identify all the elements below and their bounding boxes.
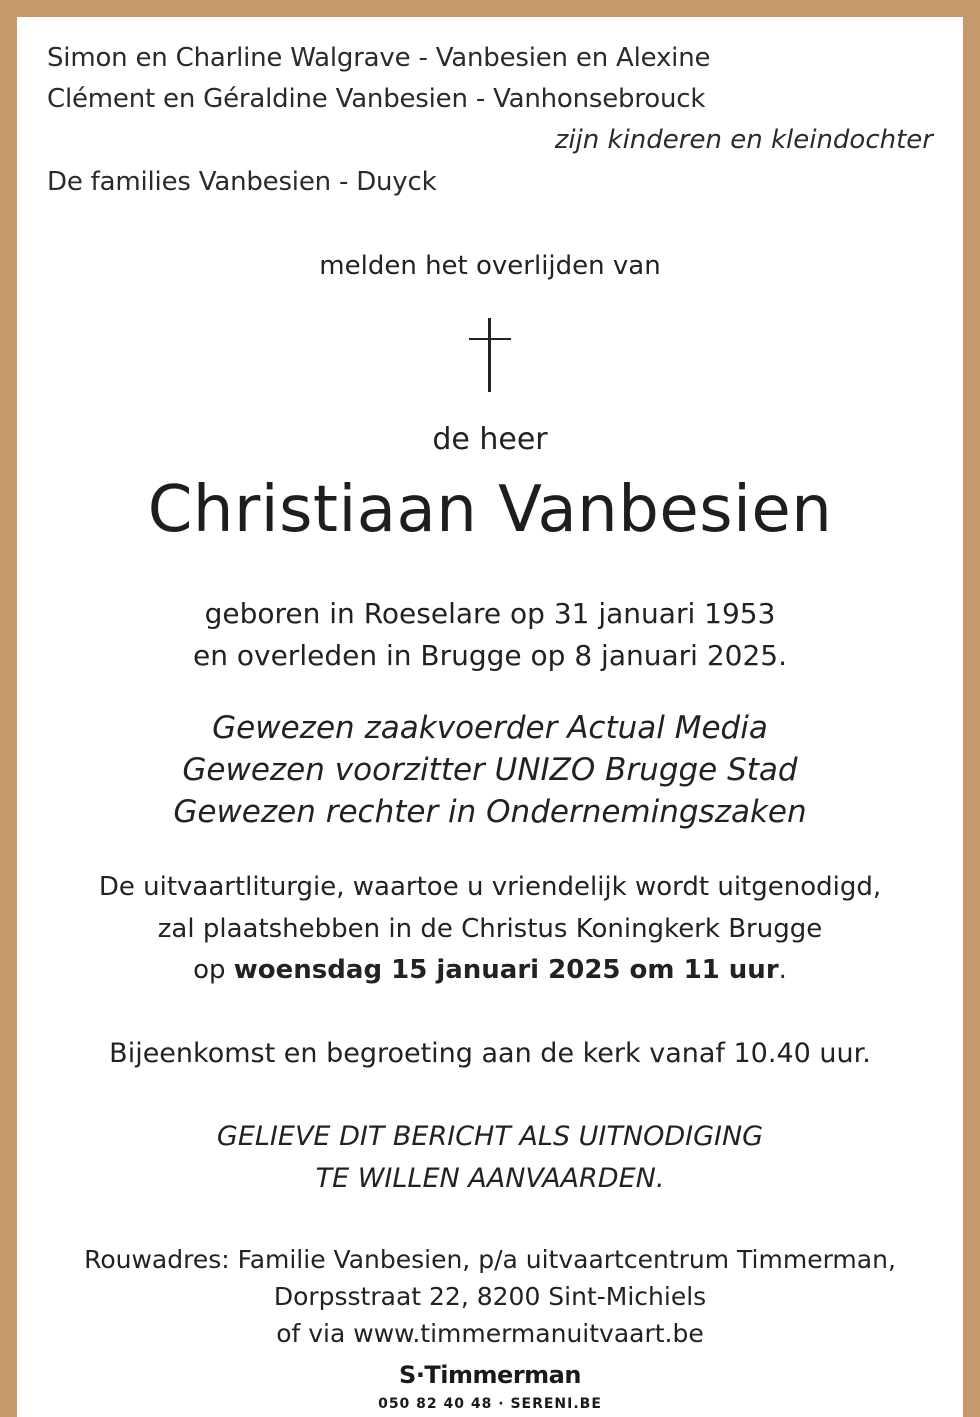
website-line[interactable]: of via www.timmermanuitvaart.be bbox=[276, 1319, 704, 1348]
deceased-name: Christiaan Vanbesien bbox=[147, 473, 833, 547]
funeral-suffix: . bbox=[778, 955, 787, 985]
birth-line: geboren in Roeselare op 31 januari 1953 bbox=[204, 597, 776, 630]
role-line: Gewezen voorzitter UNIZO Brugge Stad bbox=[182, 752, 798, 788]
honorific: de heer bbox=[432, 422, 548, 457]
funeral-line-2: zal plaatshebben in de Christus Koningkerk Brugge bbox=[157, 914, 823, 944]
footer-tab bbox=[277, 1390, 703, 1417]
role-line: Gewezen rechter in Ondernemingszaken bbox=[173, 794, 807, 830]
invitation-line-2: TE WILLEN AANVAARDEN. bbox=[315, 1163, 665, 1194]
address-line-2: Dorpsstraat 22, 8200 Sint-Michiels bbox=[273, 1282, 707, 1311]
death-line: en overleden in Brugge op 8 januari 2025. bbox=[193, 639, 787, 672]
funeral-datetime: woensdag 15 januari 2025 om 11 uur bbox=[233, 955, 779, 985]
family-line-2: Clément en Géraldine Vanbesien - Vanhonsebrouck bbox=[47, 84, 706, 114]
family-line-1: Simon en Charline Walgrave - Vanbesien en Alexine bbox=[47, 43, 711, 73]
funeral-line-3 bbox=[17, 955, 963, 985]
funeral-home-logo: S·Timmerman bbox=[399, 1361, 581, 1389]
funeral-prefix: op bbox=[193, 955, 234, 985]
announcement: melden het overlijden van bbox=[319, 251, 661, 281]
contact-info: 050 82 40 48 · SERENI.BE bbox=[378, 1396, 602, 1412]
gathering-line: Bijeenkomst en begroeting aan de kerk vanaf 10.40 uur. bbox=[109, 1038, 871, 1069]
funeral-line-1: De uitvaartliturgie, waartoe u vriendelijk wordt uitgenodigd, bbox=[98, 872, 882, 902]
invitation-line-1: GELIEVE DIT BERICHT ALS UITNODIGING bbox=[216, 1121, 764, 1152]
obituary-card bbox=[17, 17, 963, 1417]
cross-icon bbox=[469, 318, 511, 392]
family-line-3: De families Vanbesien - Duyck bbox=[47, 167, 437, 197]
family-relation: zijn kinderen en kleindochter bbox=[554, 125, 933, 155]
role-line: Gewezen zaakvoerder Actual Media bbox=[212, 710, 768, 746]
address-line-1: Rouwadres: Familie Vanbesien, p/a uitvaartcentrum Timmerman, bbox=[84, 1245, 896, 1274]
